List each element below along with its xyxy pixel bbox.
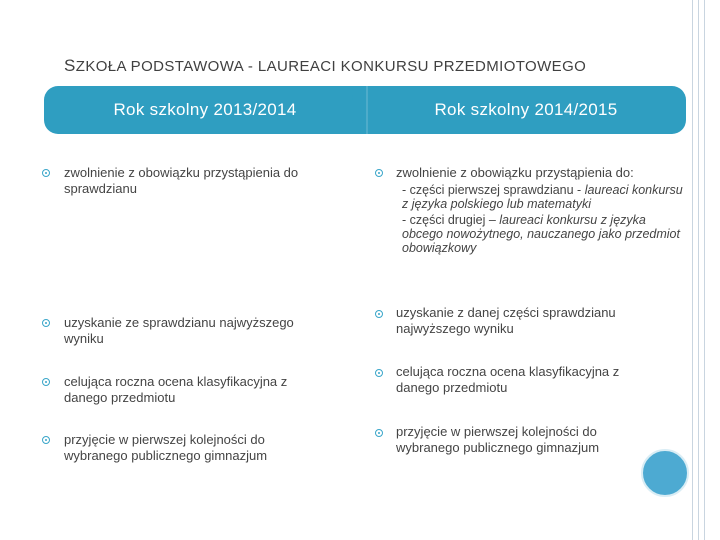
bullet-icon: [42, 319, 50, 327]
bullet-icon: [375, 369, 383, 377]
page-title: [64, 56, 586, 76]
bullet-icon: [42, 436, 50, 444]
column-header-2013-label: Rok szkolny 2013/2014: [113, 100, 297, 119]
right-item-1-sub2: [396, 213, 688, 255]
bullet-icon: [42, 378, 50, 386]
bullet-icon: [375, 429, 383, 437]
right-decorative-line-1: [692, 0, 693, 540]
title-dash: -: [243, 58, 258, 75]
right-item-4: przyjęcie w pierwszej kolejności do wybranego publicznego gimnazjum: [396, 424, 600, 455]
bullet-icon: [375, 169, 383, 177]
right-decorative-line-2: [698, 0, 699, 540]
left-item-1: zwolnienie z obowiązku przystąpienia do sprawdzianu: [64, 165, 299, 196]
right-item-2: uzyskanie z danej części sprawdzianu najwyższego wyniku: [396, 305, 616, 336]
right-item-1-sub1-italic: laureaci konkursu z języka polskiego lub matematyki: [402, 183, 683, 211]
right-decorative-line-3: [704, 0, 705, 540]
right-item-1: [396, 165, 688, 255]
left-item-2: uzyskanie ze sprawdzianu najwyższego wyniku: [64, 315, 294, 346]
column-header-2013: [44, 86, 366, 134]
left-item-3: celująca roczna ocena klasyfikacyjna z danego przedmiotu: [64, 374, 288, 405]
right-item-3: celująca roczna ocena klasyfikacyjna z danego przedmiotu: [396, 364, 620, 395]
bullet-icon: [42, 169, 50, 177]
title-part1-initial: S: [64, 56, 76, 75]
column-header-2014: [366, 86, 686, 134]
left-item-4: przyjęcie w pierwszej kolejności do wybranego publicznego gimnazjum: [64, 432, 268, 463]
title-part2: LAUREACI KONKURSU PRZEDMIOTOWEGO: [257, 58, 587, 75]
bullet-icon: [375, 310, 383, 318]
decorative-circle: [641, 449, 689, 497]
right-item-1-sub1: [396, 183, 688, 211]
right-item-1-sub2-prefix: - części drugiej –: [402, 213, 500, 227]
right-item-1-main: zwolnienie z obowiązku przystąpienia do:: [396, 165, 634, 180]
title-part1-rest: ZKOŁA PODSTAWOWA: [75, 58, 244, 75]
right-item-1-sub2-italic: laureaci konkursu z języka obcego nowożytnego, nauczanego jako przedmiot obowiązkowy: [402, 213, 680, 255]
right-item-1-sub1-prefix: - części pierwszej sprawdzianu -: [402, 183, 585, 197]
column-header-2014-label: Rok szkolny 2014/2015: [434, 100, 618, 119]
